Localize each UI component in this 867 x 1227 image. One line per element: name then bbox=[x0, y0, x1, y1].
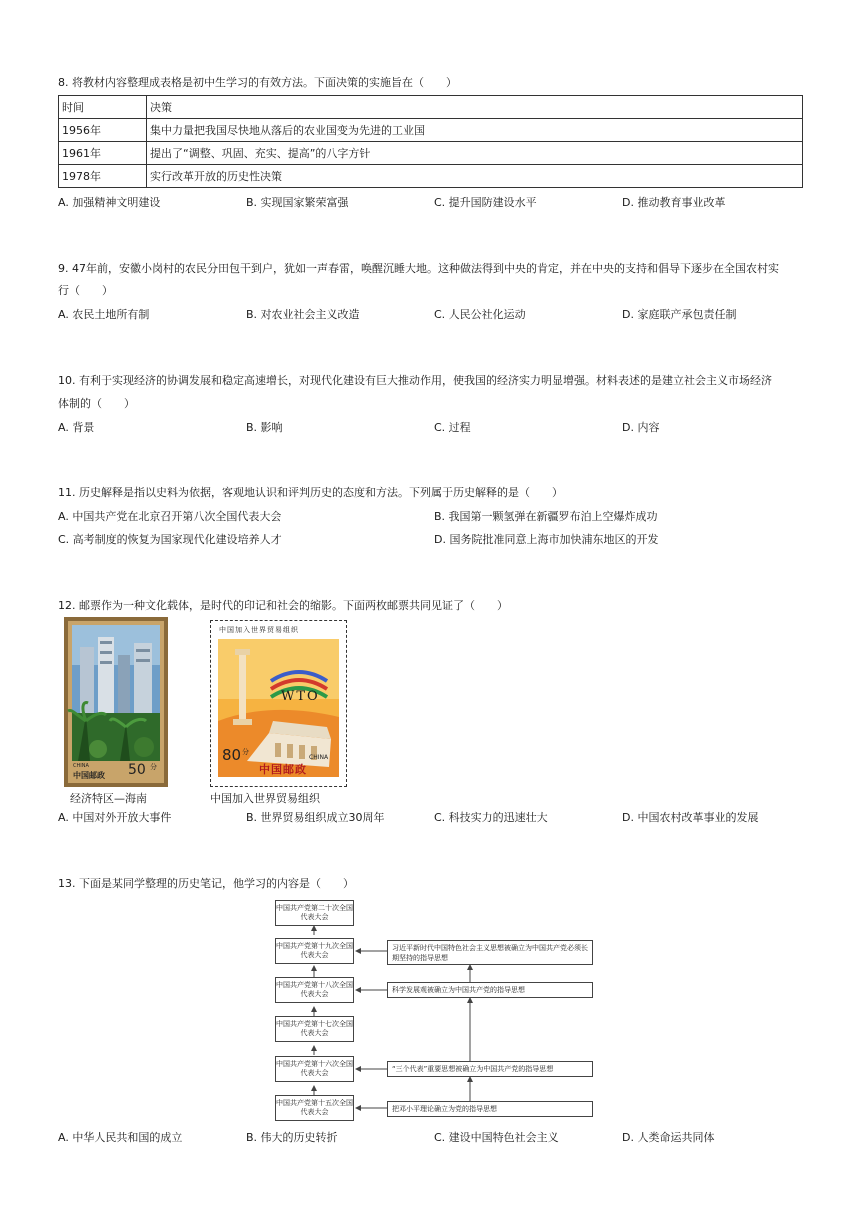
q9-stem-line1: 9. 47年前，安徽小岗村的农民分田包干到户，犹如一声春雷，唤醒沉睡大地。这种做法得到中央的肯定，并在中央的支持和倡导下逐步在全国农村实 bbox=[58, 262, 779, 275]
q8-decision-table bbox=[58, 95, 803, 188]
note-box-scientific-outlook: 科学发展观被确立为中国共产党的指导思想 bbox=[387, 982, 593, 998]
congress-box-19: 中国共产党第十九次全国代表大会 bbox=[275, 938, 354, 964]
q13-option-d[interactable]: D. 人类命运共同体 bbox=[622, 1131, 715, 1144]
stamp-wto-fen-mark: 分 bbox=[242, 748, 249, 756]
q11-option-b[interactable]: B. 我国第一颗氢弹在新疆罗布泊上空爆炸成功 bbox=[434, 510, 658, 523]
q10-option-c[interactable]: C. 过程 bbox=[434, 421, 471, 434]
q12-option-c[interactable]: C. 科技实力的迅速壮大 bbox=[434, 811, 548, 824]
note-box-xi-thought: 习近平新时代中国特色社会主义思想被确立为中国共产党必须长期坚持的指导思想 bbox=[387, 940, 593, 965]
q9-option-b[interactable]: B. 对农业社会主义改造 bbox=[246, 308, 360, 321]
q9-option-a[interactable]: A. 农民土地所有制 bbox=[58, 308, 150, 321]
stamp-hainan bbox=[64, 617, 168, 787]
q8-option-b[interactable]: B. 实现国家繁荣富强 bbox=[246, 196, 349, 209]
q13-option-a[interactable]: A. 中华人民共和国的成立 bbox=[58, 1131, 183, 1144]
stamp-wto-logo-text: WTO bbox=[281, 689, 320, 704]
table-header-row bbox=[59, 96, 803, 119]
q8-option-c[interactable]: C. 提升国防建设水平 bbox=[434, 196, 537, 209]
congress-box-18: 中国共产党第十八次全国代表大会 bbox=[275, 977, 354, 1003]
note-box-three-represents: “三个代表”重要思想被确立为中国共产党的指导思想 bbox=[387, 1061, 593, 1077]
stamp-wto-value: 80 bbox=[222, 746, 242, 764]
table-cell: 实行改革开放的历史性决策 bbox=[147, 165, 803, 188]
table-header-cell: 时间 bbox=[59, 96, 147, 119]
q10-stem-line2: 体制的（ ） bbox=[58, 397, 135, 410]
stamp-hainan-caption: 经济特区—海南 bbox=[70, 792, 147, 805]
q10-option-b[interactable]: B. 影响 bbox=[246, 421, 283, 434]
q10-option-d[interactable]: D. 内容 bbox=[622, 421, 660, 434]
q9-option-d[interactable]: D. 家庭联产承包责任制 bbox=[622, 308, 737, 321]
q10-stem-line1: 10. 有利于实现经济的协调发展和稳定高速增长，对现代化建设有巨大推动作用，使我国的经济实力明显增强。材料表述的是建立社会主义市场经济 bbox=[58, 374, 772, 387]
q8-stem: 8. 将教材内容整理成表格是初中生学习的有效方法。下面决策的实施旨在（ ） bbox=[58, 76, 457, 89]
congress-box-16: 中国共产党第十六次全国代表大会 bbox=[275, 1056, 354, 1082]
q8-option-a[interactable]: A. 加强精神文明建设 bbox=[58, 196, 161, 209]
table-cell: 集中力量把我国尽快地从落后的农业国变为先进的工业国 bbox=[147, 119, 803, 142]
stamp-wto-country: 中国邮政 bbox=[259, 763, 307, 776]
q12-option-b[interactable]: B. 世界贸易组织成立30周年 bbox=[246, 811, 385, 824]
q12-option-d[interactable]: D. 中国农村改革事业的发展 bbox=[622, 811, 759, 824]
q8-option-d[interactable]: D. 推动教育事业改革 bbox=[622, 196, 726, 209]
table-cell: 1956年 bbox=[59, 119, 147, 142]
stamp-wto bbox=[210, 620, 347, 787]
stamp-hainan-value: 50 bbox=[128, 762, 146, 778]
table-row bbox=[59, 165, 803, 188]
q13-flowchart-connectors bbox=[260, 895, 610, 1125]
q10-option-a[interactable]: A. 背景 bbox=[58, 421, 95, 434]
note-box-deng-theory: 把邓小平理论确立为党的指导思想 bbox=[387, 1101, 593, 1117]
stamp-hainan-fen-mark: 分 bbox=[150, 763, 157, 771]
q11-option-d[interactable]: D. 国务院批准同意上海市加快浦东地区的开发 bbox=[434, 533, 659, 546]
table-row bbox=[59, 142, 803, 165]
table-row bbox=[59, 119, 803, 142]
q9-stem-line2: 行（ ） bbox=[58, 284, 113, 297]
q11-option-a[interactable]: A. 中国共产党在北京召开第八次全国代表大会 bbox=[58, 510, 282, 523]
q11-option-c[interactable]: C. 高考制度的恢复为国家现代化建设培养人才 bbox=[58, 533, 282, 546]
q12-stem: 12. 邮票作为一种文化载体，是时代的印记和社会的缩影。下面两枚邮票共同见证了（ ） bbox=[58, 599, 508, 612]
stamp-hainan-latin: CHINA bbox=[73, 763, 89, 769]
q13-option-b[interactable]: B. 伟大的历史转折 bbox=[246, 1131, 338, 1144]
stamp-wto-latin: CHINA bbox=[309, 754, 329, 761]
stamp-wto-header: 中国加入世界贸易组织 bbox=[219, 626, 299, 634]
q9-option-c[interactable]: C. 人民公社化运动 bbox=[434, 308, 526, 321]
congress-box-20: 中国共产党第二十次全国代表大会 bbox=[275, 900, 354, 926]
q11-stem: 11. 历史解释是指以史料为依据，客观地认识和评判历史的态度和方法。下列属于历史解释的是（ ） bbox=[58, 486, 563, 499]
q13-option-c[interactable]: C. 建设中国特色社会主义 bbox=[434, 1131, 559, 1144]
table-cell: 提出了“调整、巩固、充实、提高”的八字方针 bbox=[147, 142, 803, 165]
q12-option-a[interactable]: A. 中国对外开放大事件 bbox=[58, 811, 172, 824]
table-header-cell: 决策 bbox=[147, 96, 803, 119]
q13-stem: 13. 下面是某同学整理的历史笔记，他学习的内容是（ ） bbox=[58, 877, 354, 890]
table-cell: 1961年 bbox=[59, 142, 147, 165]
congress-box-15: 中国共产党第十五次全国代表大会 bbox=[275, 1095, 354, 1121]
stamp-hainan-country: 中国邮政 bbox=[73, 771, 105, 780]
table-cell: 1978年 bbox=[59, 165, 147, 188]
stamp-wto-caption: 中国加入世界贸易组织 bbox=[210, 792, 320, 805]
congress-box-17: 中国共产党第十七次全国代表大会 bbox=[275, 1016, 354, 1042]
